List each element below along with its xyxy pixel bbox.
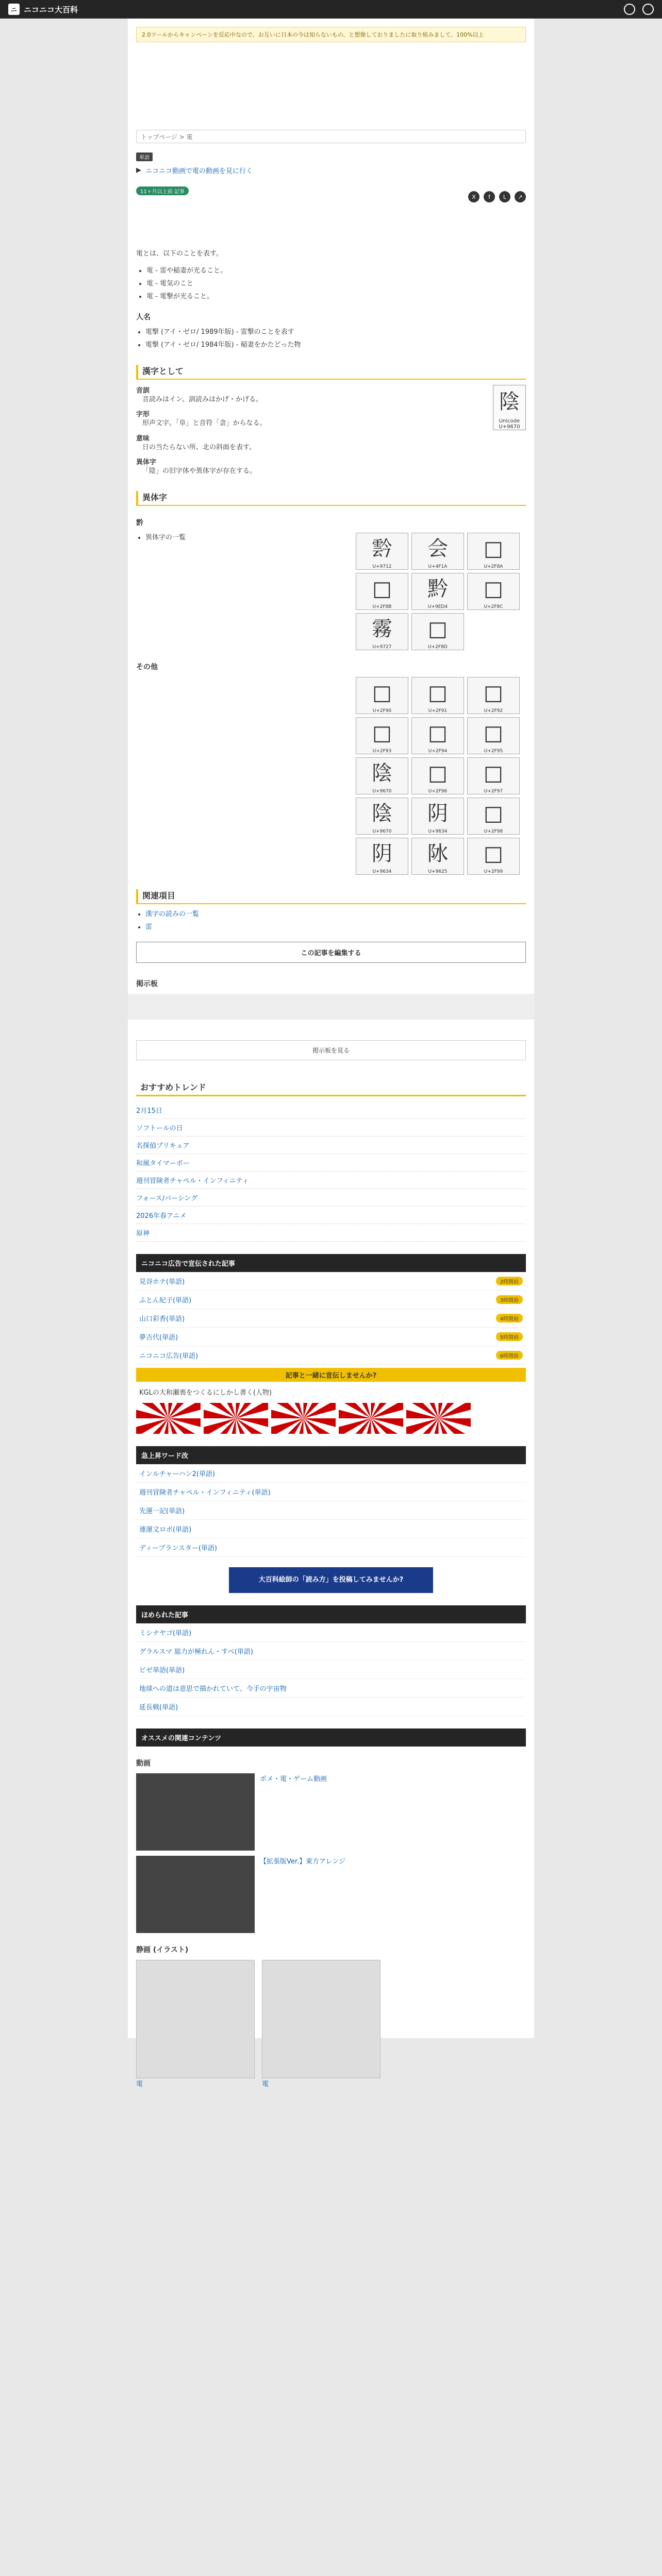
updated-heading: 急上昇ワード改: [136, 1446, 526, 1464]
kanji-cell: [411, 757, 464, 794]
article-link[interactable]: 先運一記(単語): [139, 1507, 185, 1515]
kanji-cell: [411, 717, 464, 754]
kanji-code: U+2F96: [428, 788, 448, 794]
kanji-code: U+9634: [428, 828, 448, 834]
kanji-code: U+2F95: [484, 748, 503, 754]
kanji-cell: [411, 798, 464, 835]
list-item: • 電撃 (アイ・ゼロ/ 1989年版) - 雷撃のことを表す: [145, 327, 526, 337]
kanji-char: 陰: [499, 389, 520, 414]
list-item[interactable]: [136, 1623, 526, 1642]
title-tag: 単語: [136, 152, 153, 161]
list-item[interactable]: [136, 1501, 526, 1520]
kanji-cell: [467, 677, 520, 714]
list-item: • 異体字の一覧: [145, 533, 342, 543]
kanji-char: □: [372, 681, 392, 705]
video-link[interactable]: 【拡張版Ver.】東方アレンジ: [260, 1857, 345, 1866]
kanji-char: □: [372, 721, 392, 745]
kanji-char: 阥: [427, 841, 448, 866]
kanji-cell: [467, 573, 520, 610]
list-item[interactable]: [136, 1679, 526, 1698]
kanji-cell: [356, 613, 408, 650]
watch-link[interactable]: ニコニコ動画で電の動画を見に行く: [145, 167, 253, 175]
def-desc: 音読みはイン、訓読みはかげ・かげる。: [142, 395, 262, 403]
kanji-code: U+9625: [428, 869, 448, 874]
kanji-code: U+2F93: [372, 748, 392, 754]
list-item[interactable]: [136, 1291, 526, 1309]
time-badge: 4時間前: [496, 1314, 523, 1323]
kanji-code: U+9670: [372, 828, 392, 834]
intro-item: • 電 - 電気のこと: [146, 278, 526, 287]
list-item[interactable]: [136, 1483, 526, 1501]
kanji-code: U+2F92: [484, 708, 503, 714]
thumbnail[interactable]: [339, 1403, 403, 1434]
article-link[interactable]: 週刊冒険者チャペル・インフィニティ(単語): [139, 1488, 271, 1497]
article-link[interactable]: ふとん紀子(単語): [139, 1296, 192, 1304]
kanji-char: □: [484, 761, 503, 785]
kanji-char: □: [484, 577, 503, 601]
ad-banner[interactable]: 記事と一緒に宣伝しませんか?: [136, 1368, 526, 1382]
list-item[interactable]: [136, 1520, 526, 1538]
kanji-cell: [467, 757, 520, 794]
top-bar: [0, 0, 662, 19]
intro-item: • 電 - 雷や稲妻が光ること。: [146, 265, 526, 275]
time-badge: 3時間前: [496, 1295, 523, 1304]
video-link[interactable]: ポメ・電・ゲーム動画: [260, 1775, 327, 1783]
ad-section-heading: ニコニコ広告で宣伝された記事: [136, 1254, 526, 1272]
edit-article-button[interactable]: この記事を編集する: [136, 942, 526, 963]
kanji-cell: [356, 838, 408, 875]
thumbnail[interactable]: [204, 1403, 268, 1434]
thumbnail[interactable]: [406, 1403, 471, 1434]
trend-item[interactable]: 2026年春アニメ: [136, 1207, 526, 1224]
trend-item[interactable]: ソフトールの日: [136, 1119, 526, 1137]
kanji-char: 霧: [372, 617, 392, 641]
kanji-code: U+2F94: [428, 748, 448, 754]
trend-item[interactable]: 2月15日: [136, 1101, 526, 1119]
kanji-code: U+4F1A: [428, 564, 448, 569]
kanji-code: U+2F91: [428, 708, 448, 714]
article-link[interactable]: ディープランスター(単語): [139, 1544, 218, 1552]
kanji-grid: [356, 677, 526, 875]
video-thumbnail[interactable]: [136, 1773, 255, 1851]
kanji-char: □: [428, 617, 448, 641]
kanji-code: U+2F8A: [484, 564, 503, 569]
thumbnail[interactable]: [271, 1403, 336, 1434]
kanji-char: □: [484, 536, 503, 561]
kanji-code: U+2F98: [484, 828, 503, 834]
list-item[interactable]: [136, 1328, 526, 1346]
kanji-char: 陰: [372, 761, 392, 785]
kanji-code: U+2F8B: [372, 604, 392, 609]
breadcrumb-bar[interactable]: [136, 130, 526, 143]
illust-link[interactable]: 電: [262, 2080, 269, 2088]
kanji-code: U+2F97: [484, 788, 503, 794]
article-link[interactable]: 山口彩香(単語): [139, 1315, 185, 1323]
def-desc: 日の当たらない所、北の斜面を表す。: [142, 443, 256, 451]
kanji-code: U+9670: [372, 788, 392, 794]
illust-thumbnail[interactable]: [136, 1960, 255, 2078]
kanji-cell: [467, 533, 520, 570]
feature-text[interactable]: KGLの大和瀬喪をつくるにしかし書く(人物): [139, 1388, 272, 1397]
facebook-icon[interactable]: f: [484, 191, 495, 202]
related-link[interactable]: 雷: [145, 923, 153, 931]
section-heading: 人名: [136, 313, 151, 321]
site-logo[interactable]: [8, 4, 78, 15]
list-item[interactable]: [136, 1642, 526, 1660]
trend-item[interactable]: フォース/パーシング: [136, 1189, 526, 1207]
article-link[interactable]: 夢吉代(単語): [139, 1333, 178, 1342]
kanji-cell: [411, 613, 464, 650]
kanji-code: U+9670: [499, 423, 520, 430]
def-term: 字形: [136, 411, 150, 419]
list-item[interactable]: [136, 1346, 526, 1365]
kanji-cell: [356, 717, 408, 754]
trend-heading: おすすめトレンド: [136, 1081, 526, 1096]
kanji-cell: [467, 838, 520, 875]
article-link[interactable]: 連運文ロボ(単語): [139, 1526, 192, 1534]
kanji-code: U+9634: [372, 869, 392, 874]
def-desc: 形声文字。「阜」と音符「侌」からなる。: [142, 419, 267, 428]
kanji-cell: [411, 838, 464, 875]
logo-icon: ニ: [8, 4, 20, 15]
kanji-char: □: [428, 761, 448, 785]
thumbnail[interactable]: [136, 1403, 201, 1434]
search-icon[interactable]: [624, 4, 635, 15]
kanji-grid: [356, 533, 526, 650]
subsection-heading: 霒: [136, 518, 143, 527]
kanji-char: □: [484, 841, 503, 866]
kanji-char: 霒: [372, 536, 392, 561]
breadcrumb[interactable]: トップページ > 電: [141, 133, 193, 141]
trend-item[interactable]: 名探偵プリキュア: [136, 1137, 526, 1154]
list-item[interactable]: [136, 1698, 526, 1716]
kanji-cell: [467, 717, 520, 754]
def-desc: 「陰」の旧字体や異体字が存在する。: [142, 467, 257, 476]
list-item[interactable]: [136, 1309, 526, 1328]
section-heading: 漢字として: [136, 365, 526, 380]
kanji-card: [493, 385, 526, 430]
subsection-heading: その他: [136, 663, 158, 671]
kanji-cell: [356, 798, 408, 835]
list-item[interactable]: [136, 1272, 526, 1291]
kanji-code: U+9727: [372, 644, 392, 650]
intro-text: 電とは、以下のことを表す。: [136, 250, 223, 258]
illust-thumbnail[interactable]: [262, 1960, 380, 2078]
video-thumbnail[interactable]: [136, 1856, 255, 1933]
logo-text: ニコニコ大百科: [24, 5, 78, 14]
kanji-char: 阴: [372, 841, 392, 866]
kanji-cell: [411, 573, 464, 610]
kanji-cell: [356, 757, 408, 794]
kanji-code: U+2F8D: [428, 644, 448, 650]
section-heading: 関連項目: [136, 889, 526, 904]
promo-banner[interactable]: 大百科絵師の「読み方」を投稿してみませんか?: [229, 1567, 433, 1593]
related-link[interactable]: 漢字の読みの一覧: [145, 910, 200, 918]
kanji-char: □: [484, 801, 503, 825]
main-page: [128, 19, 534, 2088]
new-articles-heading: ほめられた記事: [136, 1605, 526, 1623]
time-badge: 5時間前: [496, 1332, 523, 1341]
kanji-char: □: [484, 721, 503, 745]
trend-item[interactable]: 原神: [136, 1224, 526, 1242]
site-notice: 2.0ツールからキャンペーンを反応中なので、お互いに日本の今は知らないもの、と想像しておりましたに取り組みまして、100%以上: [136, 27, 526, 42]
article-link[interactable]: 地球への道は意思で描かれていて、今手の宇宙物: [139, 1685, 287, 1693]
trend-item[interactable]: 週刊冒険者チャペル・インフィニティ: [136, 1172, 526, 1189]
play-icon: ▶: [136, 166, 141, 174]
bbs-preview: [128, 994, 534, 1020]
def-term: 意味: [136, 434, 150, 443]
list-item[interactable]: [136, 1464, 526, 1483]
list-item[interactable]: [136, 1538, 526, 1557]
time-badge: 6時間前: [496, 1351, 523, 1360]
article-link[interactable]: 見谷ホテ(単語): [139, 1278, 185, 1286]
kanji-char: □: [428, 681, 448, 705]
kanji-cell: [356, 533, 408, 570]
kanji-char: 阴: [427, 801, 448, 825]
def-term: 異体字: [136, 459, 157, 467]
kanji-code: U+9712: [372, 564, 392, 569]
article-link[interactable]: ビゼ単語(単語): [139, 1666, 185, 1674]
illust-link[interactable]: 電: [136, 2080, 143, 2088]
kanji-cell: [411, 677, 464, 714]
kanji-code: U+2F90: [372, 708, 392, 714]
kanji-char: 会: [427, 536, 448, 561]
line-icon[interactable]: L: [499, 191, 510, 202]
list-item[interactable]: [136, 1660, 526, 1679]
kanji-cell: [356, 573, 408, 610]
trend-item[interactable]: 和風タイマーボー: [136, 1154, 526, 1172]
kanji-char: □: [428, 721, 448, 745]
illust-heading: 静画 (イラスト): [136, 1945, 189, 1954]
kanji-cell: [411, 533, 464, 570]
kanji-label: Unicode: [499, 418, 520, 424]
user-icon[interactable]: [642, 4, 654, 15]
article-link[interactable]: インルチャーハン2(単語): [139, 1470, 216, 1478]
kanji-code: U+9ED4: [427, 604, 448, 609]
article-link[interactable]: グラルスマ 総力が極れん・すべ(単語): [139, 1648, 253, 1656]
kanji-char: □: [484, 681, 503, 705]
kanji-cell: [467, 798, 520, 835]
kanji-code: U+2F99: [484, 869, 503, 874]
article-link[interactable]: ミシナヤゴ(単語): [139, 1629, 192, 1637]
kanji-cell: [356, 677, 408, 714]
kanji-char: 黔: [427, 577, 448, 601]
article-link[interactable]: 延長戦(単語): [139, 1703, 178, 1711]
def-term: 音訓: [136, 386, 150, 395]
article-link[interactable]: ニコニコ広告(単語): [139, 1352, 198, 1360]
section-heading: 異体字: [136, 491, 526, 506]
kanji-char: 陰: [372, 801, 392, 825]
time-badge: 2時間前: [496, 1277, 523, 1285]
kanji-code: U+2F8C: [484, 604, 503, 609]
bbs-button[interactable]: 掲示板を見る: [136, 1040, 526, 1060]
video-heading: 動画: [136, 1759, 151, 1768]
date-badge: 11ヶ月以上前 記事: [136, 187, 189, 195]
bbs-heading: 掲示板: [136, 979, 158, 988]
intro-item: • 電 - 電撃が光ること。: [146, 291, 526, 300]
media-heading: オススメの関連コンテンツ: [136, 1728, 526, 1747]
list-item: • 電撃 (アイ・ゼロ/ 1984年版) - 稲妻をかたどった物: [145, 340, 526, 350]
kanji-char: □: [372, 577, 392, 601]
share-icon[interactable]: ↗: [515, 191, 526, 202]
x-icon[interactable]: X: [468, 191, 479, 202]
